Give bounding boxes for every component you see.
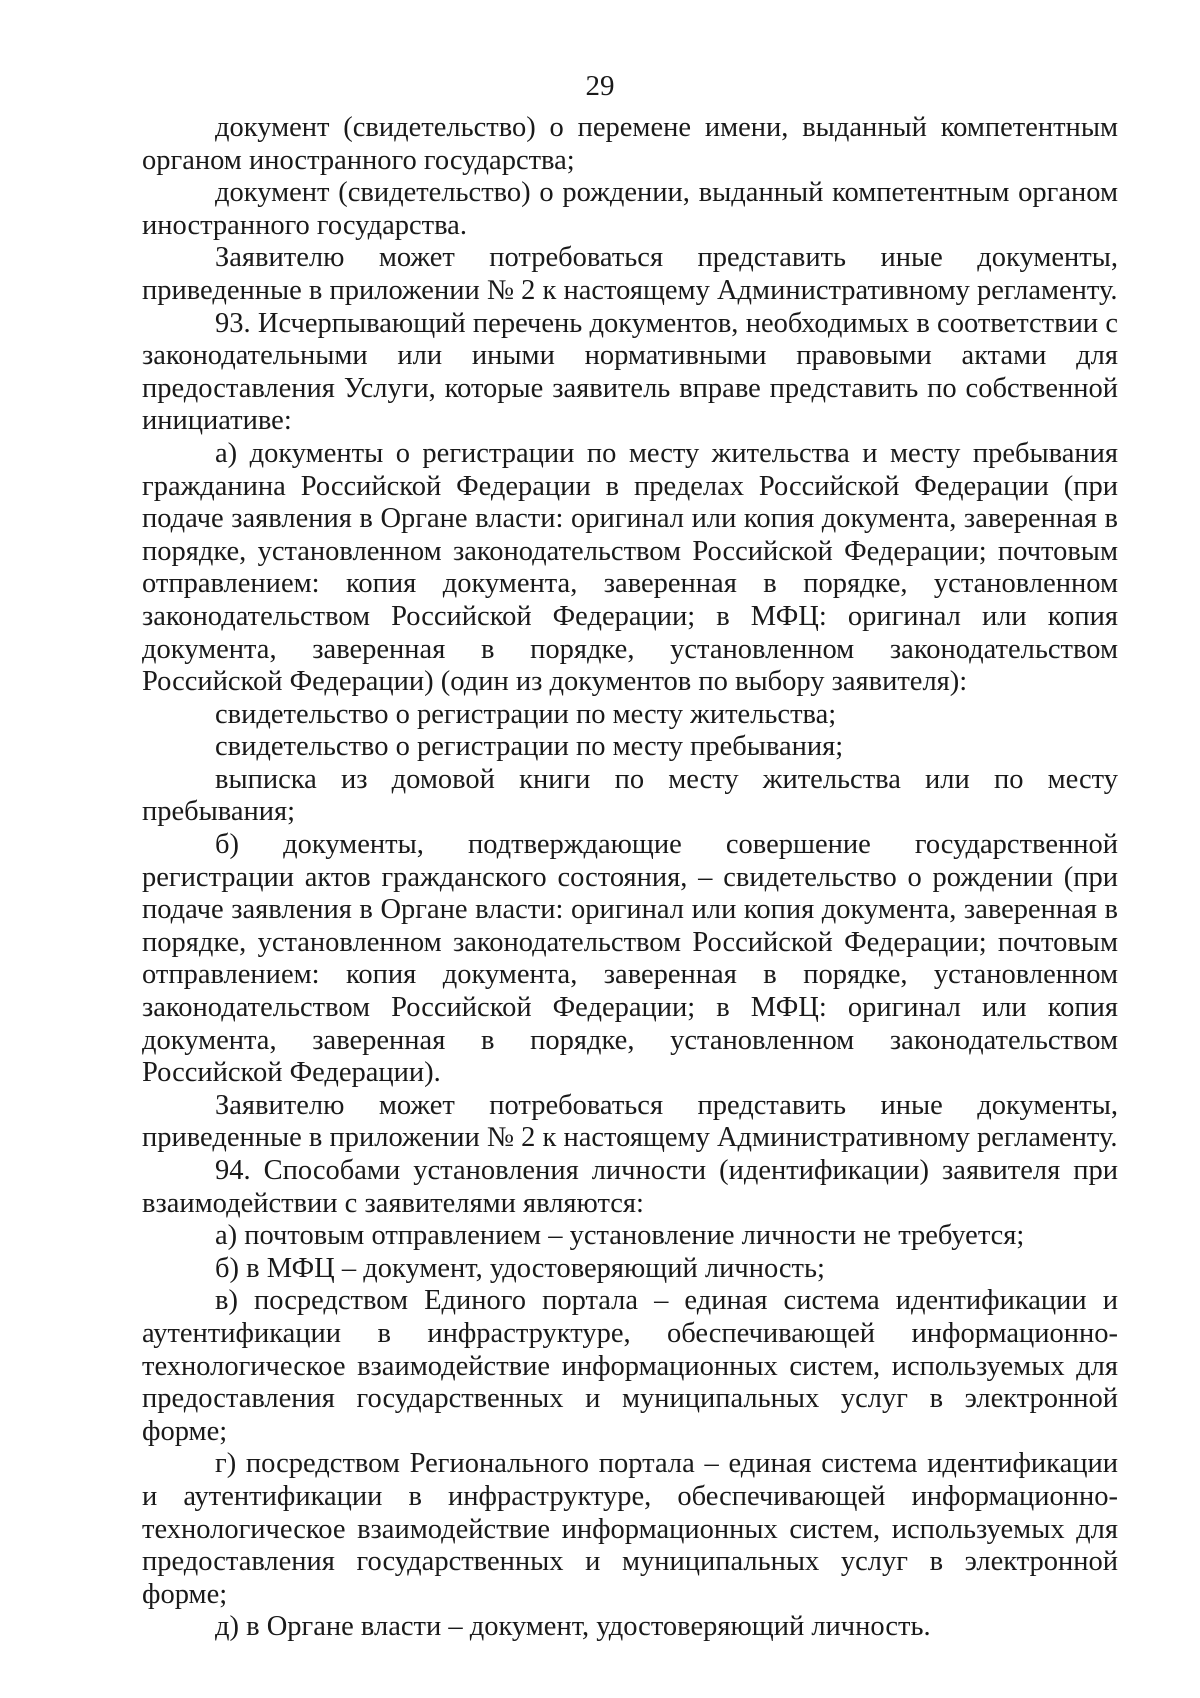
- paragraph-name-change-certificate: документ (свидетельство) о перемене имени, выданный компетентным органом иностранного государства;: [142, 112, 1118, 176]
- document-body: [142, 112, 1118, 1644]
- paragraph-item-94-b: б) в МФЦ – документ, удостоверяющий личность;: [215, 1252, 825, 1284]
- paragraph-birth-certificate-foreign: документ (свидетельство) о рождении, выданный компетентным органом иностранного государства.: [142, 177, 1118, 241]
- paragraph-stay-registration: свидетельство о регистрации по месту пребывания;: [215, 731, 844, 763]
- paragraph-item-94-g: г) посредством Регионального портала – единая система идентификации и аутентификации в инфраструктуре, обеспечивающей информационно-технологическое взаимодействие информационных систем, используемых для предоставления государственных и муниципальных услуг в электронной форме;: [142, 1448, 1118, 1610]
- paragraph-item-93-a: а) документы о регистрации по месту жительства и месту пребывания гражданина Российской Федерации в пределах Российской Федерации (при подаче заявления в Органе власти: оригинал или копия документа, заверенная в порядке, установленном законодательством Российской Федерации; почтовым отправлением: копия документа, заверенная в порядке, установленном законодательством Российской Федерации; в МФЦ: оригинал или копия документа, заверенная в порядке, установленном законодательством Российской Федерации) (один из документов по выбору заявителя):: [142, 437, 1118, 698]
- paragraph-item-93-b: б) документы, подтверждающие совершение государственной регистрации актов гражданского состояния, – свидетельство о рождении (при подаче заявления в Органе власти: оригинал или копия документа, заверенная в порядке, установленном законодательством Российской Федерации; почтовым отправлением: копия документа, заверенная в порядке, установленном законодательством Российской Федерации; в МФЦ: оригинал или копия документа, заверенная в порядке, установленном законодательством Российской Федерации).: [142, 829, 1118, 1089]
- page-number: 29: [585, 70, 615, 102]
- paragraph-item-94-a: а) почтовым отправлением – установление личности не требуется;: [215, 1220, 1025, 1252]
- paragraph-house-book-extract: выписка из домовой книги по месту жительства или по месту пребывания;: [142, 763, 1118, 828]
- paragraph-other-documents-1: Заявителю может потребоваться представить иные документы, приведенные в приложении № 2 к настоящему Административному регламенту.: [142, 242, 1118, 306]
- paragraph-residence-registration: свидетельство о регистрации по месту жительства;: [215, 698, 837, 730]
- paragraph-item-94: 94. Способами установления личности (идентификации) заявителя при взаимодействии с заявителями являются:: [142, 1155, 1118, 1219]
- paragraph-other-documents-2: Заявителю может потребоваться представить иные документы, приведенные в приложении № 2 к настоящему Административному регламенту.: [142, 1089, 1118, 1154]
- paragraph-item-94-d: д) в Органе власти – документ, удостоверяющий личность.: [215, 1611, 931, 1643]
- paragraph-item-93: 93. Исчерпывающий перечень документов, необходимых в соответствии с законодательными или иными нормативными правовыми актами для предоставления Услуги, которые заявитель вправе представить по собственной инициативе:: [142, 307, 1118, 437]
- paragraph-item-94-v: в) посредством Единого портала – единая система идентификации и аутентификации в инфраструктуре, обеспечивающей информационно-технологическое взаимодействие информационных систем, используемых для предоставления государственных и муниципальных услуг в электронной форме;: [142, 1285, 1118, 1447]
